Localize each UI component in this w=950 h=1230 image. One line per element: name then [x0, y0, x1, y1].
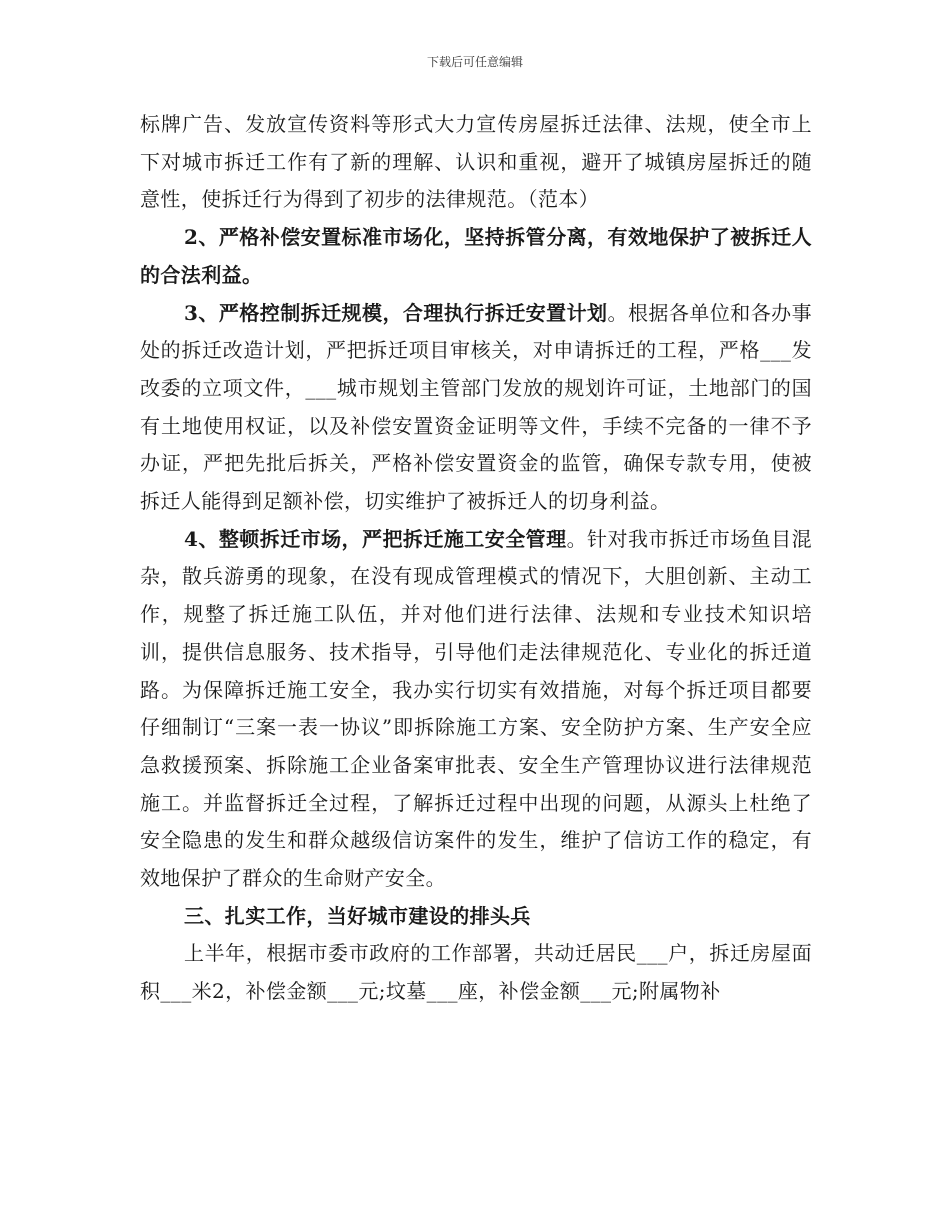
paragraph-text: 标牌广告、发放宣传资料等形式大力宣传房屋拆迁法律、法规，使全市上下对城市拆迁工作有了新的理解、认识和重视，避开了城镇房屋拆迁的随意性，使拆迁行为得到了初步的法律规范。（范本） [140, 112, 812, 212]
paragraph-heading: 2、严格补偿安置标准市场化，坚持拆管分离，有效地保护了被拆迁人的合法利益。 [140, 225, 812, 287]
paragraph-text: 上半年，根据市委市政府的工作部署，共动迁居民___户，拆迁房屋面积___米2，补偿金额___元;坟墓___座，补偿金额___元;附属物补 [140, 941, 812, 1004]
paragraph-2 [140, 219, 812, 294]
paragraph-4 [140, 521, 812, 898]
paragraph-heading: 4、整顿拆迁市场，严把拆迁施工安全管理 [184, 526, 567, 551]
paragraph-3 [140, 295, 812, 521]
paragraph-1 [140, 106, 812, 219]
paragraph-6 [140, 935, 812, 1010]
section-heading [140, 898, 812, 936]
paragraph-heading: 3、严格控制拆迁规模，合理执行拆迁安置计划 [184, 300, 608, 325]
page-header: 下载后可任意编辑 [426, 55, 523, 69]
section-heading-text: 三、扎实工作，当好城市建设的排头兵 [184, 903, 531, 928]
paragraph-text: 。根据各单位和各办事处的拆迁改造计划，严把拆迁项目审核关，对申请拆迁的工程，严格___发改委的立项文件，___城市规划主管部门发放的规划许可证，土地部门的国有土地使用权证，以及补偿安置资金证明等文件，手续不完备的一律不予办证，严把先批后拆关，严格补偿安置资金的监管，确保专款专用，使被拆迁人能得到足额补偿，切实维护了被拆迁人的切身利益。 [140, 300, 813, 514]
paragraph-text: 。针对我市拆迁市场鱼目混杂，散兵游勇的现象，在没有现成管理模式的情况下，大胆创新、主动工作，规整了拆迁施工队伍，并对他们进行法律、法规和专业技术知识培训，提供信息服务、技术指导，引导他们走法律规范化、专业化的拆迁道路。为保障拆迁施工安全，我办实行切实有效措施，对每个拆迁项目都要仔细制订“三案一表一协议”即拆除施工方案、安全防护方案、生产安全应急救援预案、拆除施工企业备案审批表、安全生产管理协议进行法律规范施工。并监督拆迁全过程，了解拆迁过程中出现的问题，从源头上杜绝了安全隐患的发生和群众越级信访案件的发生，维护了信访工作的稳定，有效地保护了群众的生命财产安全。 [140, 526, 812, 891]
document-body [140, 106, 812, 1011]
